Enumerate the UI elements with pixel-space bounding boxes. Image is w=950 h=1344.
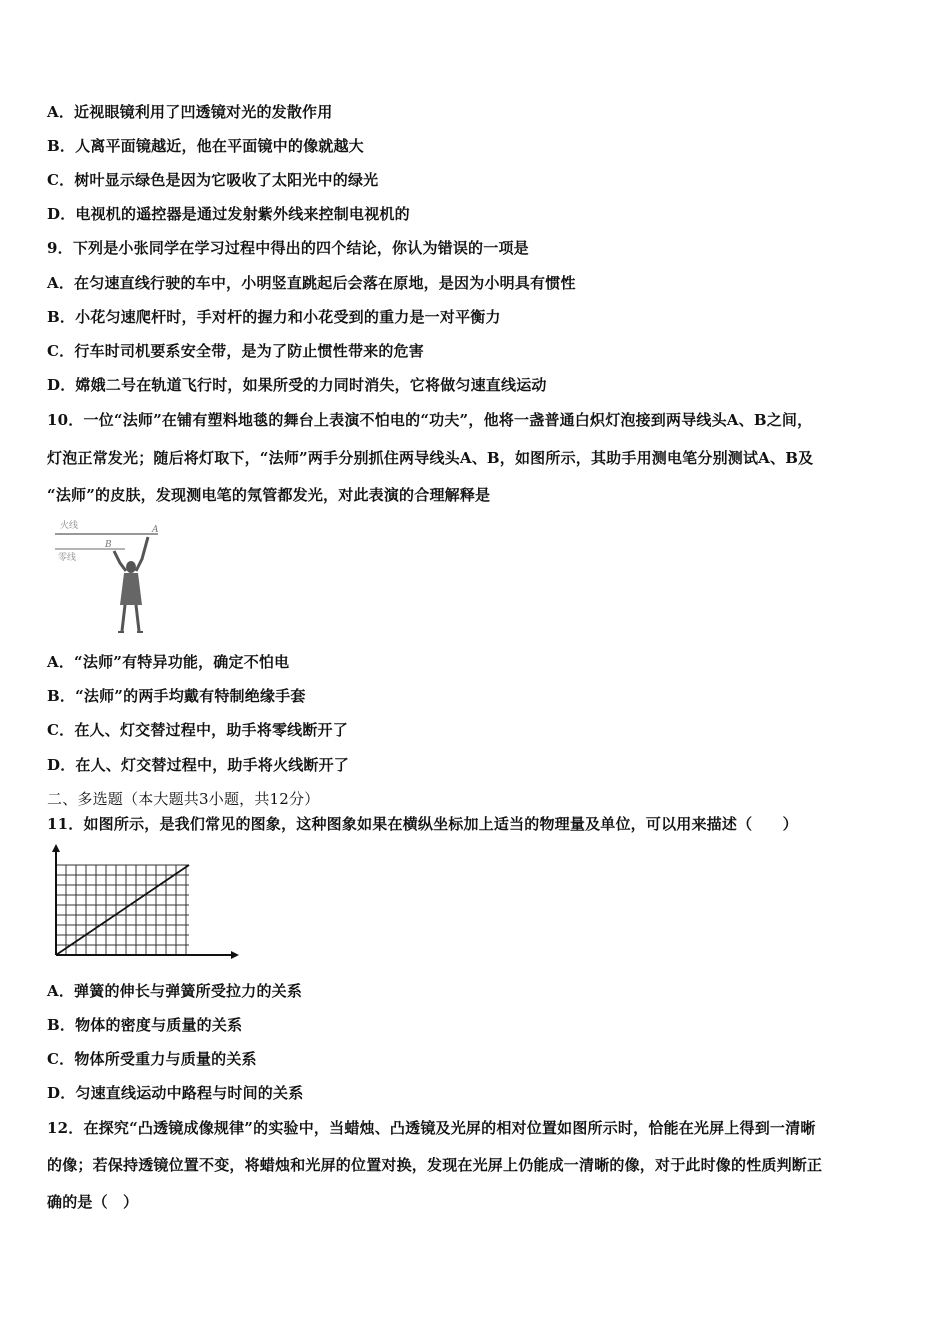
- option-9a: A．在匀速直线行驶的车中，小明竖直跳起后会落在原地，是因为小明具有惯性: [47, 274, 576, 292]
- point-b-label: B: [105, 540, 112, 550]
- question-10-line3: “法师”的皮肤，发现测电笔的氖管都发光，对此表演的合理解释是: [47, 486, 491, 504]
- option-8c: C．树叶显示绿色是因为它吸收了太阳光中的绿光: [47, 171, 379, 189]
- option-9c: C．行车时司机要系安全带，是为了防止惯性带来的危害: [47, 342, 424, 360]
- option-8b: B．人离平面镜越近，他在平面镜中的像就越大: [47, 137, 364, 155]
- live-wire-label: 火线: [60, 521, 79, 531]
- option-10b: B．“法师”的两手均戴有特制绝缘手套: [47, 687, 306, 705]
- option-9d: D．嫦娥二号在轨道飞行时，如果所受的力同时消失，它将做匀速直线运动: [47, 376, 547, 394]
- option-10a: A．“法师”有特异功能，确定不怕电: [47, 653, 290, 671]
- question-11: 11．如图所示，是我们常见的图象，这种图象如果在横纵坐标加上适当的物理量及单位，可以用来描述（ ）: [47, 815, 798, 833]
- figure-q10-person-wires: [50, 515, 165, 640]
- option-11c: C．物体所受重力与质量的关系: [47, 1050, 257, 1068]
- option-8d: D．电视机的遥控器是通过发射紫外线来控制电视机的: [47, 205, 410, 223]
- neutral-wire-label: 零线: [58, 553, 77, 563]
- option-11b: B．物体的密度与质量的关系: [47, 1016, 243, 1034]
- question-9: 9．下列是小张同学在学习过程中得出的四个结论，你认为错误的一项是: [47, 239, 529, 257]
- question-12-line2: 的像；若保持透镜位置不变，将蜡烛和光屏的位置对换，发现在光屏上仍能成一清晰的像，对于此时像的性质判断正: [47, 1156, 823, 1174]
- question-10-line2: 灯泡正常发光；随后将灯取下，“法师”两手分别抓住两导线头A、B，如图所示，其助手用测电笔分别测试A、B及: [47, 449, 814, 467]
- option-11d: D．匀速直线运动中路程与时间的关系: [47, 1084, 304, 1102]
- question-12-line1: 12．在探究“凸透镜成像规律”的实验中，当蜡烛、凸透镜及光屏的相对位置如图所示时，恰能在光屏上得到一清晰: [47, 1119, 816, 1137]
- option-10c: C．在人、灯交替过程中，助手将零线断开了: [47, 721, 348, 739]
- point-a-label: A: [152, 525, 159, 535]
- question-10-line1: 10．一位“法师”在铺有塑料地毯的舞台上表演不怕电的“功夫”，他将一盏普通白炽灯泡接到两导线头A、B之间，: [47, 411, 813, 429]
- figure-q11-grid-graph: [44, 842, 244, 967]
- option-10d: D．在人、灯交替过程中，助手将火线断开了: [47, 756, 350, 774]
- option-9b: B．小花匀速爬杆时，手对杆的握力和小花受到的重力是一对平衡力: [47, 308, 501, 326]
- option-8a: A．近视眼镜利用了凹透镜对光的发散作用: [47, 103, 333, 121]
- option-11a: A．弹簧的伸长与弹簧所受拉力的关系: [47, 982, 303, 1000]
- section-heading-multiple-choice: 二、多选题（本大题共3小题，共12分）: [47, 790, 320, 808]
- question-12-line3: 确的是（ ）: [47, 1193, 139, 1211]
